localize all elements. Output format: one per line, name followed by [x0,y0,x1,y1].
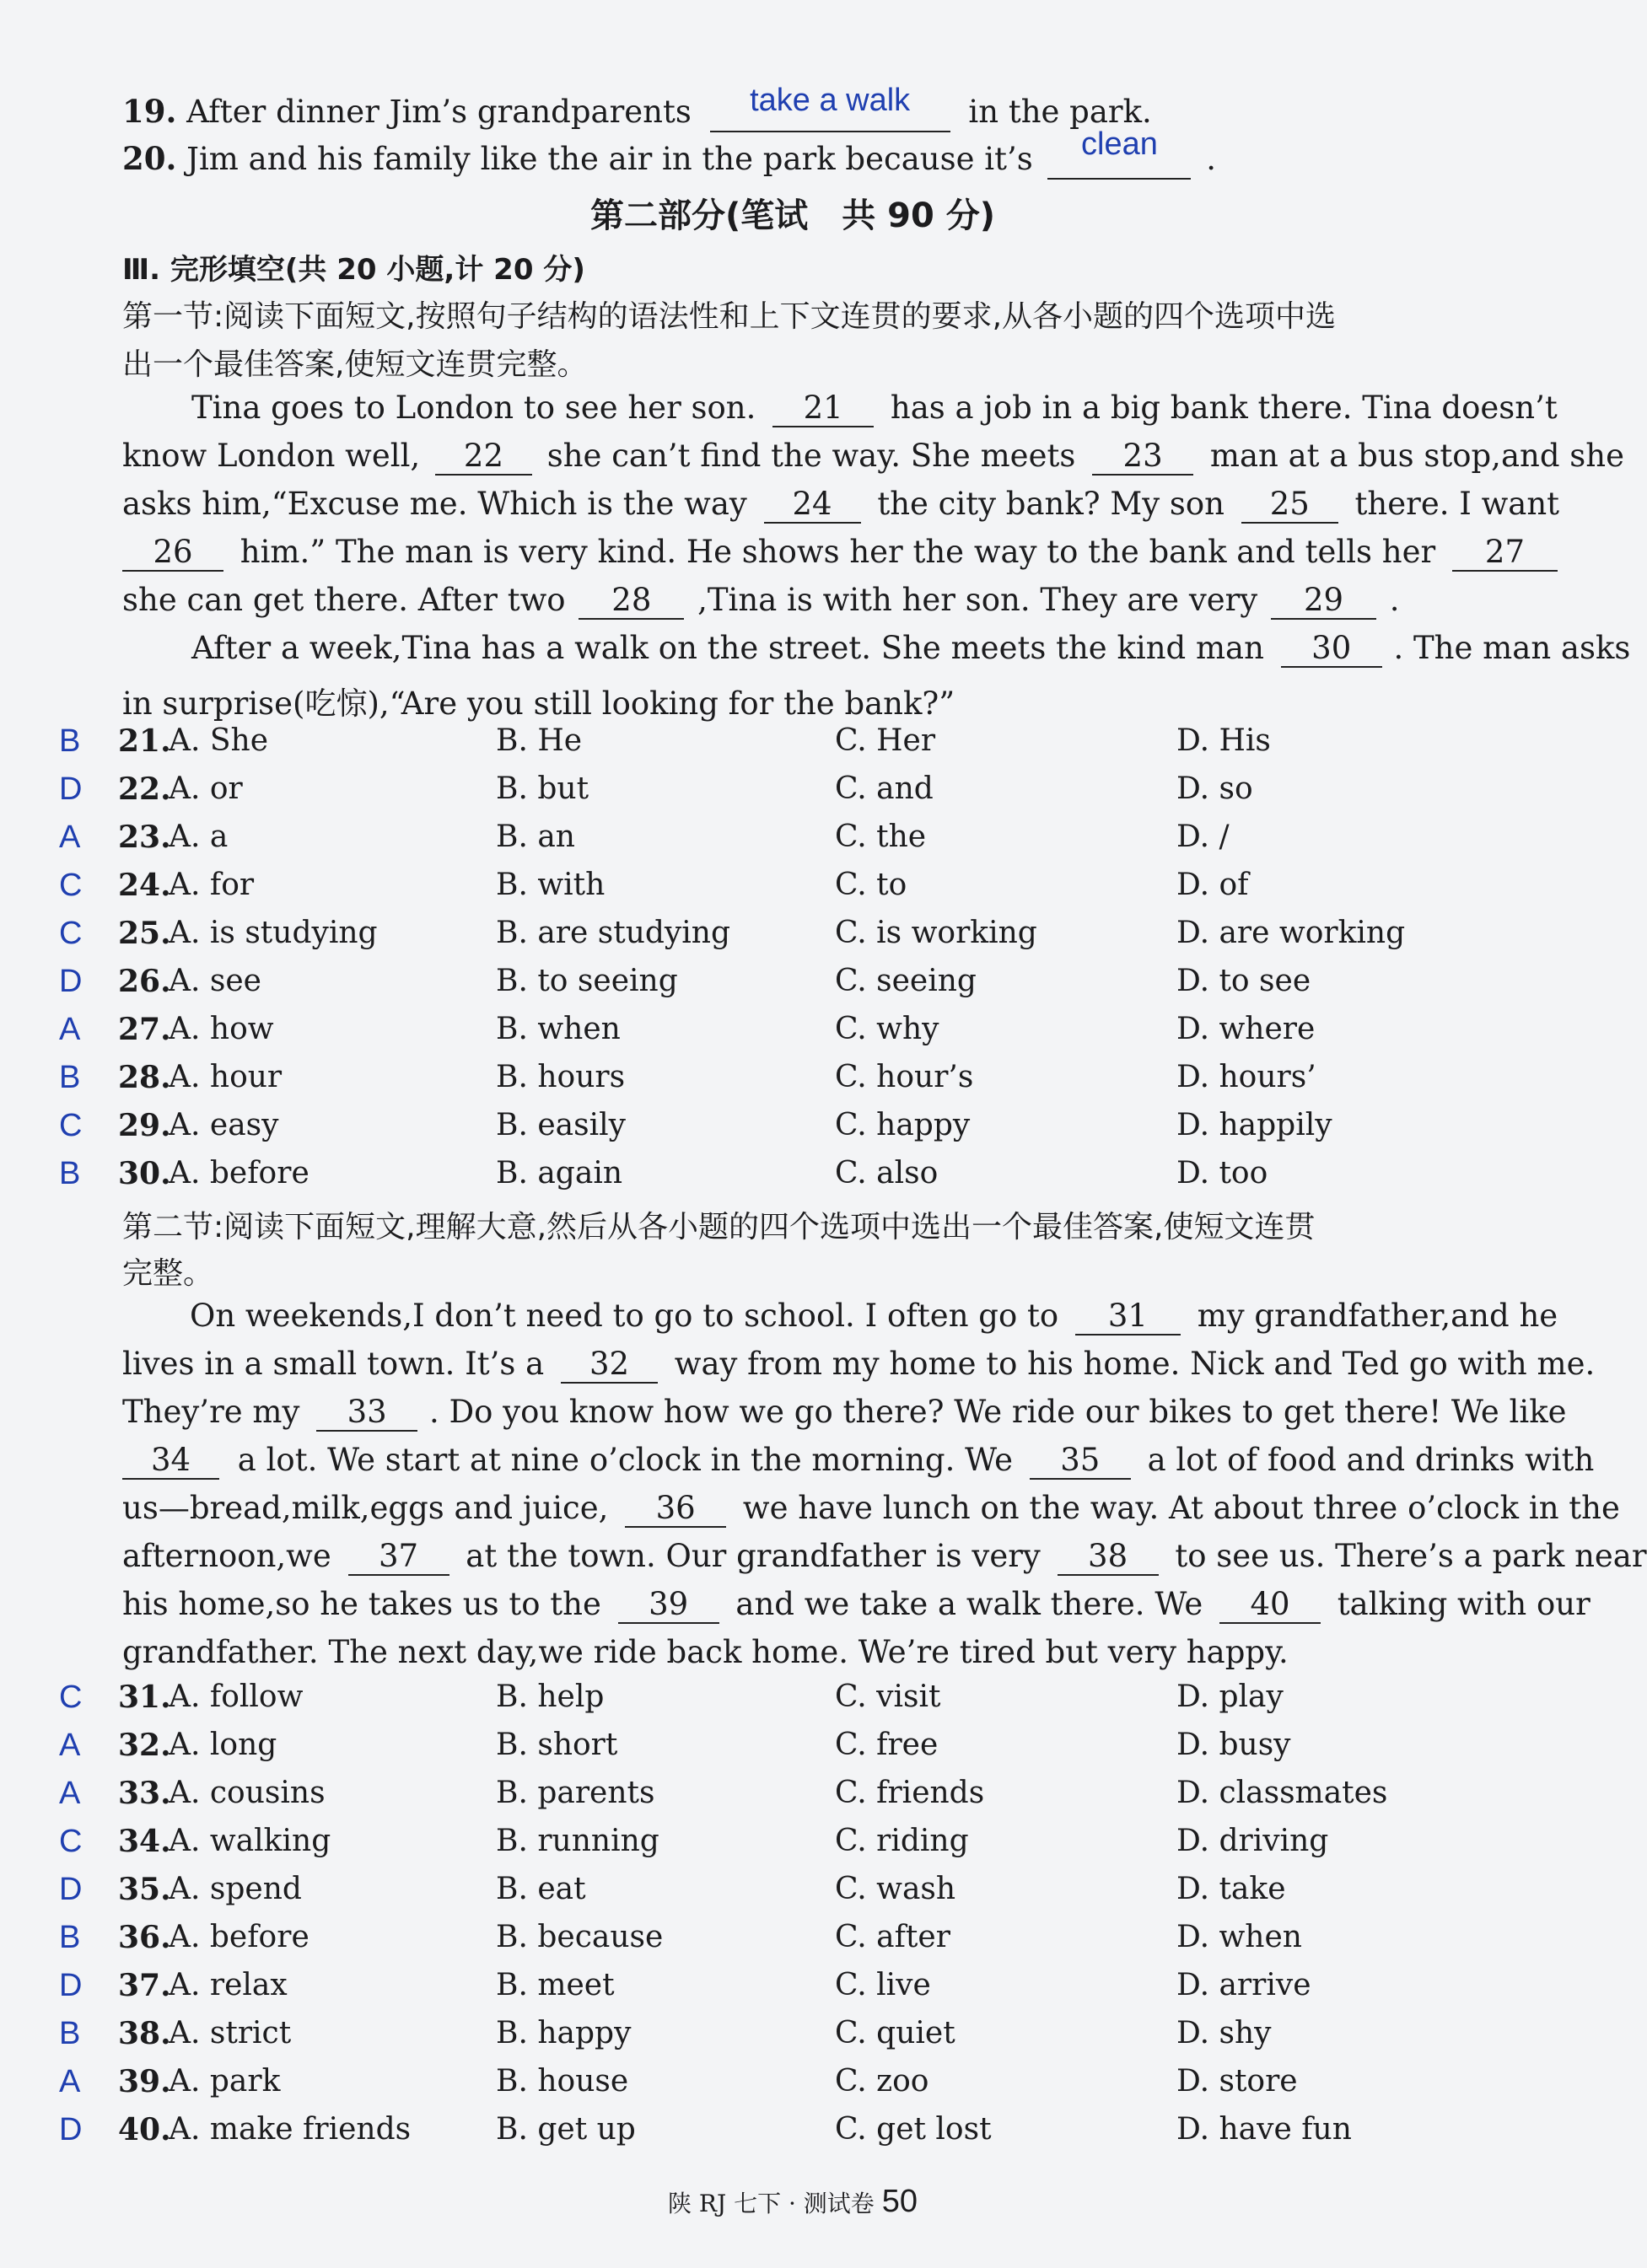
handwritten-answer: C [59,916,83,951]
passage2-line1 [122,1298,1558,1336]
question-text: After dinner Jim’s grandparents [186,94,692,130]
text: his home,so he takes us to the [122,1586,601,1622]
page-number: 50 [881,2184,918,2219]
option-a: A. walking [169,1824,331,1858]
question-text: Jim and his family like the air in the park because it’s [186,141,1033,177]
option-b: B. but [496,771,589,806]
handwritten-answer: A [59,1776,81,1811]
passage2-line5 [122,1490,1620,1528]
option-b: B. eat [496,1872,586,1906]
option-c: C. to [835,868,907,902]
blank-32: 32 [561,1346,658,1384]
option-d: D. have fun [1176,2112,1352,2147]
option-c: C. why [835,1012,939,1046]
question-number: 33. [118,1776,171,1811]
handwritten-answer: C [59,1108,83,1143]
question-number: 31. [118,1680,171,1715]
passage1-line7: in surprise(吃惊),“Are you still looking for the bank?” [122,685,955,722]
handwritten-answer: A [59,820,81,855]
passage2-line7 [122,1586,1590,1624]
option-b: B. again [496,1156,623,1190]
option-b: B. short [496,1728,618,1762]
question-row [0,1156,1585,1203]
option-d: D. driving [1176,1824,1329,1858]
option-a: A. make friends [169,2112,412,2147]
section2-instructions-line1: 第二节:阅读下面短文,理解大意,然后从各小题的四个选项中选出一个最佳答案,使短文连贯 [122,1210,1316,1244]
option-c: C. riding [835,1824,969,1858]
passage1-line1 [122,390,1558,427]
handwritten-answer: C [59,1824,83,1859]
text: On weekends,I don’t need to go to school. I often go to [190,1298,1059,1334]
answer-blank [1047,126,1191,180]
blank-26: 26 [122,534,223,572]
text: talking with our [1337,1586,1590,1622]
option-b: B. because [496,1920,664,1954]
option-b: B. when [496,1012,621,1046]
handwritten-answer: clean [1081,126,1158,162]
text: asks him,“Excuse me. Which is the way [122,486,747,522]
passage2-line2 [122,1346,1596,1384]
question-number: 22. [118,771,171,807]
question-number: 35. [118,1872,171,1907]
option-b: B. with [496,868,606,902]
option-a: A. spend [169,1872,302,1906]
question-number: 29. [118,1108,171,1143]
option-a: A. relax [169,1968,288,2002]
option-c: C. friends [835,1776,985,1810]
text: lives in a small town. It’s a [122,1346,545,1382]
handwritten-answer: A [59,1012,81,1047]
question-number: 19. [122,93,177,130]
option-b: B. house [496,2064,629,2099]
question-number: 23. [118,820,171,855]
option-d: D. of [1176,868,1249,902]
question-row [0,820,1585,867]
option-a: A. follow [169,1680,304,1714]
page-footer [0,2184,1585,2220]
question-number: 27. [118,1012,171,1047]
option-d: D. shy [1176,2016,1272,2050]
handwritten-answer: B [59,1156,81,1191]
question-row [0,1872,1585,1919]
blank-38: 38 [1058,1538,1159,1576]
text: my grandfather,and he [1197,1298,1558,1334]
question-number: 25. [118,916,171,951]
question-row [0,1728,1585,1775]
blank-27: 27 [1452,534,1558,572]
text: us—bread,milk,eggs and juice, [122,1490,609,1526]
passage1-line3 [122,486,1560,524]
option-d: D. are working [1176,916,1406,950]
passage1-line6 [122,630,1631,668]
question-row [0,1108,1585,1155]
text: she can get there. After two [122,582,566,618]
text: . The man asks [1393,630,1631,666]
passage2-line6 [122,1538,1647,1576]
option-d: D. play [1176,1680,1284,1714]
question-text-end: . [1206,141,1216,177]
text: there. I want [1354,486,1560,522]
option-d: D. store [1176,2064,1298,2099]
option-a: A. is studying [169,916,378,950]
option-b: B. running [496,1824,659,1858]
option-c: C. also [835,1156,939,1190]
option-d: D. His [1176,723,1271,758]
section2-instructions-line2: 完整。 [122,1256,214,1291]
question-row [0,964,1585,1011]
blank-39: 39 [618,1586,719,1624]
option-b: B. parents [496,1776,655,1810]
text: way from my home to his home. Nick and Ted go with me. [674,1346,1596,1382]
question-number: 40. [118,2112,171,2147]
question-number: 37. [118,1968,171,2003]
blank-24: 24 [764,486,861,524]
blank-33: 33 [316,1394,417,1432]
question-row [0,2064,1585,2111]
handwritten-answer: C [59,1680,83,1715]
question-row [0,916,1585,963]
option-a: A. before [169,1920,309,1954]
blank-36: 36 [625,1490,726,1528]
question-number: 30. [118,1156,171,1191]
option-c: C. free [835,1728,939,1762]
question-text-end: in the park. [968,94,1152,130]
option-b: B. help [496,1680,605,1714]
handwritten-answer: D [59,771,83,807]
question-row [0,2112,1585,2159]
option-b: B. to seeing [496,964,678,998]
text: him.” The man is very kind. He shows her the way to the bank and tells her [240,534,1436,570]
question-row [0,1680,1585,1727]
passage1-line5 [122,582,1501,620]
question-number: 28. [118,1060,171,1095]
passage1-line2 [122,438,1624,476]
option-c: C. after [835,1920,950,1954]
text: ,Tina is with her son. They are very [697,582,1258,618]
passage2-line3 [122,1394,1567,1432]
text: we have lunch on the way. At about three o’clock in the [742,1490,1620,1526]
text: They’re my [122,1394,300,1430]
text: she can’t find the way. She meets [546,438,1076,474]
option-b: B. get up [496,2112,636,2147]
question-row [0,1968,1585,2015]
option-d: D. when [1176,1920,1302,1954]
question-number: 39. [118,2064,171,2099]
text: the city bank? My son [877,486,1225,522]
option-c: C. get lost [835,2112,992,2147]
handwritten-answer: take a walk [750,83,911,118]
option-a: A. easy [169,1108,279,1142]
option-a: A. strict [169,2016,292,2050]
handwritten-answer: D [59,2112,83,2147]
question-row [0,868,1585,915]
option-a: A. She [169,723,269,758]
option-d: D. busy [1176,1728,1291,1762]
option-d: D. hours’ [1176,1060,1316,1094]
part-title: 第二部分(笔试 共 90 分) [589,196,996,235]
footer-label: 陕 RJ 七下 · 测试卷 [668,2190,875,2217]
handwritten-answer: D [59,1968,83,2003]
option-b: B. are studying [496,916,731,950]
option-d: D. where [1176,1012,1316,1046]
option-c: C. is working [835,916,1037,950]
blank-34: 34 [122,1442,219,1480]
handwritten-answer: B [59,723,81,759]
passage2-line8: grandfather. The next day,we ride back home. We’re tired but very happy. [122,1634,1289,1670]
option-b: B. happy [496,2016,632,2050]
text: Tina goes to London to see her son. [191,390,756,426]
blank-31: 31 [1075,1298,1181,1336]
text: to see us. There’s a park near [1175,1538,1647,1574]
text: at the town. Our grandfather is very [466,1538,1041,1574]
text: man at a bus stop,and she [1209,438,1624,474]
option-a: A. before [169,1156,309,1190]
option-c: C. zoo [835,2064,929,2099]
handwritten-answer: B [59,1920,81,1955]
blank-40: 40 [1219,1586,1321,1624]
text: and we take a walk there. We [735,1586,1203,1622]
handwritten-answer: B [59,1060,81,1095]
blank-21: 21 [772,390,874,427]
handwritten-answer: D [59,964,83,999]
question-row [0,1920,1585,1967]
blank-30: 30 [1281,630,1382,668]
option-b: B. an [496,820,575,854]
option-c: C. hour’s [835,1060,974,1094]
handwritten-answer: A [59,2064,81,2099]
question-number: 32. [118,1728,171,1763]
text: a lot of food and drinks with [1147,1442,1595,1478]
question-number: 34. [118,1824,171,1859]
blank-35: 35 [1030,1442,1131,1480]
option-c: C. happy [835,1108,971,1142]
blank-28: 28 [579,582,684,620]
option-a: A. a [169,820,229,854]
section1-instructions-line2: 出一个最佳答案,使短文连贯完整。 [122,347,588,382]
question-20 [122,126,1501,180]
answer-blank [710,83,950,132]
option-a: A. hour [169,1060,283,1094]
blank-29: 29 [1271,582,1376,620]
question-number: 21. [118,723,171,759]
option-b: B. meet [496,1968,615,2002]
passage1-line4 [122,534,1525,572]
option-b: B. He [496,723,583,758]
option-a: A. cousins [169,1776,326,1810]
question-number: 36. [118,1920,171,1955]
option-c: C. Her [835,723,936,758]
option-b: B. hours [496,1060,626,1094]
option-d: D. too [1176,1156,1268,1190]
text: know London well, [122,438,421,474]
option-c: C. and [835,771,934,806]
text: After a week,Tina has a walk on the street. She meets the kind man [191,630,1264,666]
blank-22: 22 [435,438,532,476]
option-a: A. how [169,1012,274,1046]
option-a: A. long [169,1728,277,1762]
option-b: B. easily [496,1108,626,1142]
question-row [0,1824,1585,1871]
option-d: D. to see [1176,964,1311,998]
text: . Do you know how we go there? We ride our bikes to get there! We like [428,1394,1567,1430]
handwritten-answer: D [59,1872,83,1907]
option-a: A. or [169,771,243,806]
option-d: D. happily [1176,1108,1332,1142]
question-row [0,1776,1585,1823]
question-row [0,723,1585,771]
blank-25: 25 [1241,486,1338,524]
text: has a job in a big bank there. Tina doesn’t [890,390,1558,426]
option-a: A. park [169,2064,281,2099]
option-d: D. arrive [1176,1968,1311,2002]
blank-37: 37 [348,1538,449,1576]
option-d: D. / [1176,820,1230,854]
text: . [1389,582,1400,618]
question-row [0,1012,1585,1059]
option-d: D. classmates [1176,1776,1388,1810]
option-c: C. visit [835,1680,941,1714]
question-number: 20. [122,140,177,177]
option-a: A. for [169,868,255,902]
question-19 [122,83,1501,132]
option-a: A. see [169,964,261,998]
question-number: 26. [118,964,171,999]
section-heading: Ⅲ. 完形填空(共 20 小题,计 20 分) [122,253,585,287]
question-number: 24. [118,868,171,903]
option-d: D. so [1176,771,1253,806]
handwritten-answer: B [59,2016,81,2051]
handwritten-answer: A [59,1728,81,1763]
option-c: C. live [835,1968,931,2002]
text: afternoon,we [122,1538,331,1574]
question-row [0,1060,1585,1107]
option-c: C. quiet [835,2016,955,2050]
question-row [0,2016,1585,2063]
option-c: C. seeing [835,964,977,998]
text: a lot. We start at nine o’clock in the morning. We [237,1442,1014,1478]
blank-23: 23 [1092,438,1193,476]
handwritten-answer: C [59,868,83,903]
option-c: C. the [835,820,927,854]
question-number: 38. [118,2016,171,2051]
question-row [0,771,1585,819]
section1-instructions-line1: 第一节:阅读下面短文,按照句子结构的语法性和上下文连贯的要求,从各小题的四个选项中选 [122,299,1337,334]
option-c: C. wash [835,1872,956,1906]
option-d: D. take [1176,1872,1286,1906]
passage2-line4 [122,1442,1595,1480]
